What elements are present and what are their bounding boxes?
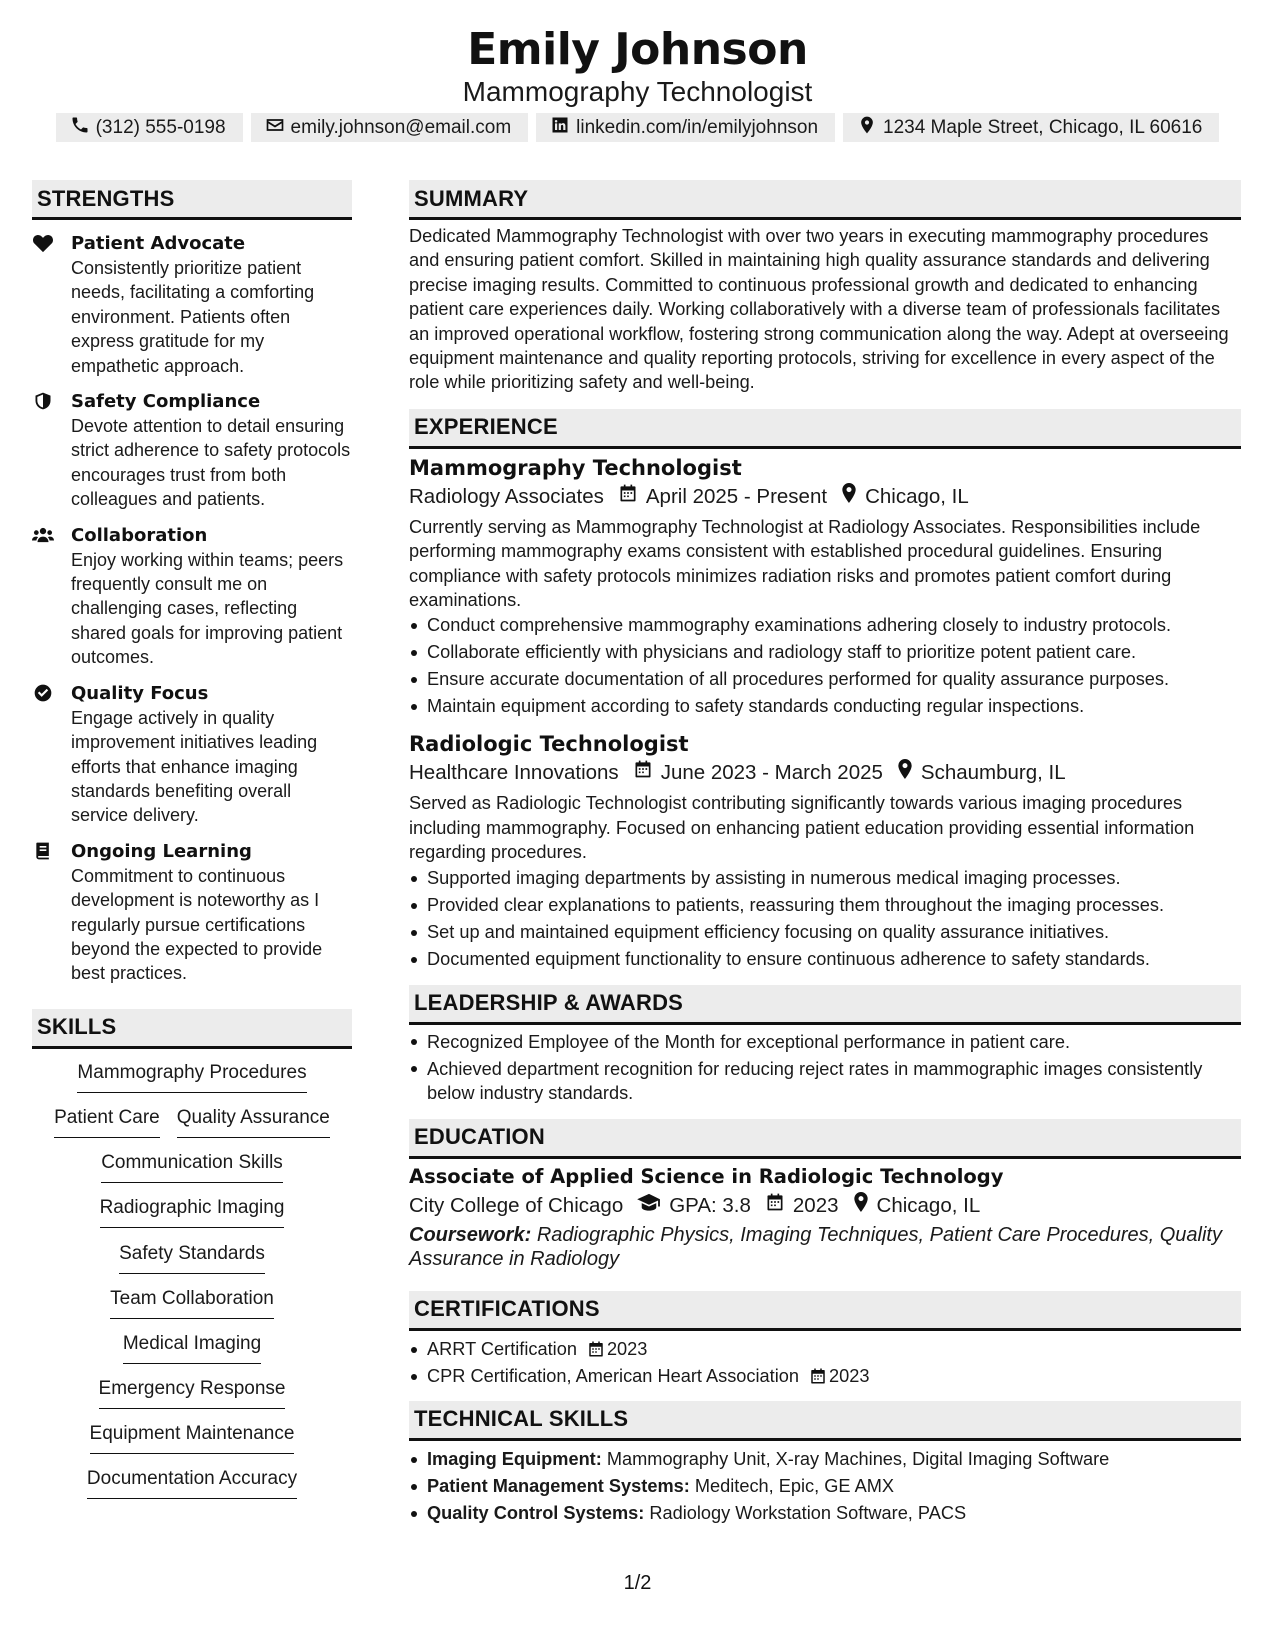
phone-icon [70,115,90,141]
job-company: Healthcare Innovations [409,761,619,785]
contact-linkedin[interactable] [536,113,835,142]
job-title: Mammography Technologist [409,455,742,480]
strength-desc: Engage actively in quality improvement initiatives leading efforts that enhance imaging standards benefiting overall service delivery. [71,707,318,826]
shield-icon [32,391,56,413]
strength-item [32,231,352,378]
cert-name: CPR Certification, American Heart Association [427,1365,799,1386]
skill-tag: Quality Assurance [177,1105,330,1138]
degree-title: Associate of Applied Science in Radiologic Technology [409,1164,1004,1188]
strength-title: Quality Focus [71,682,209,704]
list-item: Achieved department recognition for reducing reject rates in mammographic images consistently below industry standards. [409,1057,1241,1105]
summary-heading: SUMMARY [409,180,1241,220]
list-item: Ensure accurate documentation of all procedures performed for quality assurance purposes. [409,666,1241,693]
strength-item [32,681,352,828]
job-meta [409,482,1241,512]
tech-skill-label: Patient Management Systems: [427,1475,690,1496]
calendar-icon [587,1339,605,1357]
job-bullets [409,612,1241,720]
left-column [32,180,352,1512]
graduation-cap-icon [623,1191,669,1221]
technical-skills-heading: TECHNICAL SKILLS [409,1401,1241,1441]
contact-bar [0,113,1275,142]
skills-list [32,1049,352,1512]
right-column [409,180,1241,1527]
list-item: Collaborate efficiently with physicians and radiology staff to prioritize potent patient care. [409,639,1241,666]
skill-tag: Documentation Accuracy [87,1466,297,1499]
tech-skill-label: Quality Control Systems: [427,1502,645,1523]
tech-skill-value: Radiology Workstation Software, PACS [649,1502,967,1523]
job-bullets [409,865,1241,973]
coursework [409,1223,1241,1271]
heart-icon [32,233,56,255]
education-entry [409,1163,1241,1271]
technical-skills-list [409,1446,1241,1527]
list-item [409,1363,1241,1390]
job-dates: April 2025 - Present [645,484,828,508]
tech-skill-value: Mammography Unit, X-ray Machines, Digital Imaging Software [606,1448,1110,1469]
coursework-label: Coursework: [409,1223,532,1246]
skill-tag: Communication Skills [101,1150,283,1183]
map-pin-icon [839,1191,877,1221]
calendar-icon [619,758,661,788]
school-name: City College of Chicago [409,1193,624,1217]
strength-desc: Commitment to continuous development is noteworthy as I regularly pursue certifications beyond the expected to provide best practices. [71,865,323,984]
candidate-name: Emily Johnson [467,24,808,75]
list-item: Provided clear explanations to patients, reassuring them throughout the imaging processes. [409,892,1241,919]
coursework-list: Radiographic Physics, Imaging Techniques, Patient Care Procedures, Quality Assurance in Radiology [409,1223,1222,1270]
list-item [409,1500,1241,1527]
page-number: 1/2 [623,1572,652,1594]
users-icon [32,525,56,547]
linkedin-text: linkedin.com/in/emilyjohnson [576,116,819,138]
strengths-heading: STRENGTHS [32,180,352,220]
strength-desc: Enjoy working within teams; peers frequently consult me on challenging cases, reflecting shared goals for improving patient outcomes. [71,549,344,668]
gpa: GPA: 3.8 [669,1193,751,1217]
email-text: emily.johnson@email.com [290,116,512,138]
skill-tag: Mammography Procedures [77,1060,306,1093]
strength-title: Safety Compliance [71,391,261,413]
certifications-heading: CERTIFICATIONS [409,1291,1241,1331]
graduation-year: 2023 [792,1193,839,1217]
book-icon [32,841,56,863]
job-title: Radiologic Technologist [409,732,689,757]
list-item [409,1446,1241,1473]
cert-year: 2023 [828,1365,870,1386]
envelope-icon [265,115,285,141]
map-pin-icon [857,115,877,141]
summary-text: Dedicated Mammography Technologist with over two years in executing mammography procedures and ensuring patient comfort. Skilled in maintaining high quality assurance standards and delivering precise imaging results. Committed to continuous professional growth and dedicated to enhancing patient care experiences daily. Working collaboratively with a diverse team of professionals facilitates an improved operational workflow, fostering strong communication along the way. Adept at overseeing equipment maintenance and quality reporting protocols, striving for excellence in every aspect of the role while prioritizing safety and well-being. [409,226,1229,393]
list-item: Maintain equipment according to safety standards conducting regular inspections. [409,693,1241,720]
skill-tag: Patient Care [54,1105,160,1138]
job-company: Radiology Associates [409,484,604,508]
list-item: Documented equipment functionality to ensure continuous adherence to safety standards. [409,946,1241,973]
experience-heading: EXPERIENCE [409,409,1241,449]
tech-skill-value: Meditech, Epic, GE AMX [694,1475,894,1496]
address-text: 1234 Maple Street, Chicago, IL 60616 [883,116,1203,138]
awards-heading: LEADERSHIP & AWARDS [409,985,1241,1025]
certifications-list [409,1336,1241,1390]
job-entry [409,730,1241,972]
skill-tag: Equipment Maintenance [90,1421,295,1454]
skills-heading: SKILLS [32,1009,352,1049]
calendar-icon [751,1191,793,1221]
strength-item [32,389,352,512]
map-pin-icon [883,758,921,788]
cert-year: 2023 [606,1338,648,1359]
job-entry [409,454,1241,721]
calendar-icon [604,482,646,512]
phone-text: (312) 555-0198 [95,116,226,138]
skill-tag: Team Collaboration [110,1286,274,1319]
skill-tag: Emergency Response [99,1376,286,1409]
skill-tag: Medical Imaging [123,1331,261,1364]
job-description: Served as Radiologic Technologist contributing significantly towards various imaging procedures including mammography. Focused on enhancing patient education providing essential information regarding procedures. [409,793,1195,863]
job-location: Chicago, IL [865,484,969,508]
tech-skill-label: Imaging Equipment: [427,1448,602,1469]
education-heading: EDUCATION [409,1119,1241,1159]
contact-phone[interactable] [56,113,243,142]
linkedin-icon [550,115,570,141]
list-item [409,1473,1241,1500]
strength-title: Patient Advocate [71,233,246,254]
job-dates: June 2023 - March 2025 [660,761,883,785]
strength-title: Ongoing Learning [71,840,252,862]
contact-address [843,113,1219,142]
job-meta [409,758,1241,788]
strength-title: Collaboration [71,524,208,546]
strength-desc: Consistently prioritize patient needs, facilitating a comforting environment. Patients often express gratitude for my empathetic approach. [71,258,315,376]
cert-name: ARRT Certification [427,1338,577,1359]
list-item: Recognized Employee of the Month for exceptional performance in patient care. [409,1030,1241,1054]
candidate-title: Mammography Technologist [462,76,813,107]
job-location: Schaumburg, IL [920,761,1066,785]
check-circle-icon [32,683,56,705]
calendar-icon [809,1366,827,1384]
skill-tag: Safety Standards [119,1241,265,1274]
education-meta [409,1191,1241,1221]
strength-item [32,523,352,670]
list-item: Conduct comprehensive mammography examinations adhering closely to industry protocols. [409,612,1241,639]
job-description: Currently serving as Mammography Technologist at Radiology Associates. Responsibilities include performing mammography exams consistent with established procedural guidelines. Ensuring compliance with safety protocols minimizes radiation risks and promotes patient comfort during examinations. [409,516,1201,611]
awards-list [409,1030,1241,1105]
skill-tag: Radiographic Imaging [100,1195,285,1228]
contact-email[interactable] [251,113,529,142]
list-item: Set up and maintained equipment efficiency focusing on quality assurance initiatives. [409,919,1241,946]
strength-desc: Devote attention to detail ensuring strict adherence to safety protocols encourages trust from both colleagues and patients. [71,416,351,510]
list-item: Supported imaging departments by assisting in numerous medical imaging processes. [409,865,1241,892]
school-location: Chicago, IL [876,1193,981,1217]
list-item [409,1336,1241,1363]
map-pin-icon [827,482,865,512]
resume-header [0,22,1275,108]
strength-item [32,839,352,986]
